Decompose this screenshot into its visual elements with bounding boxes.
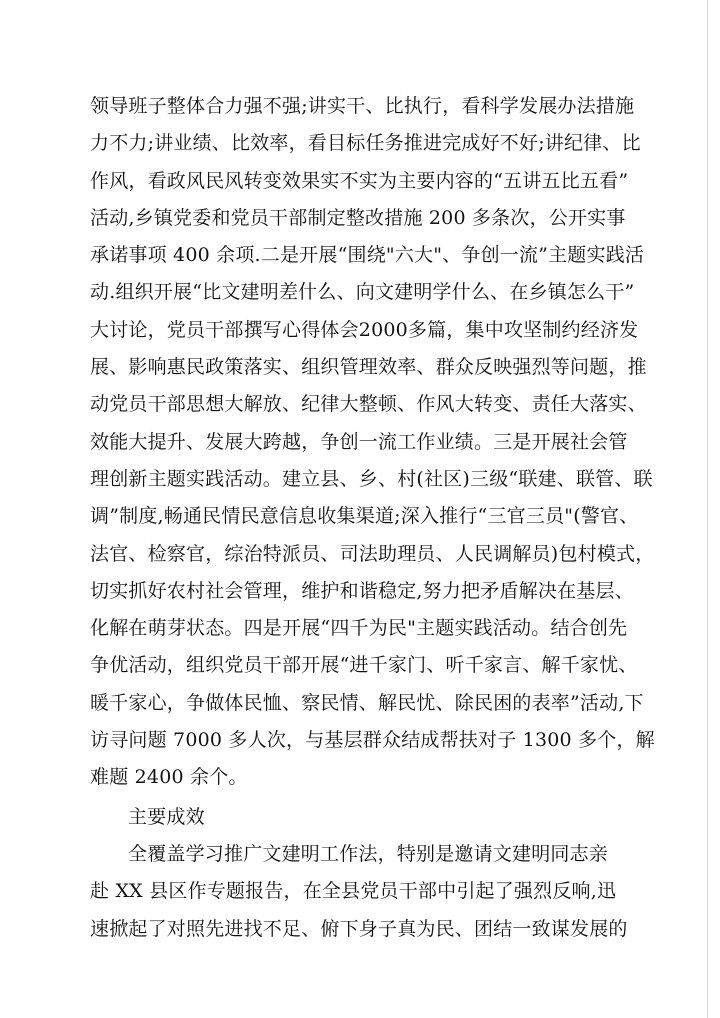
text-line: 争优活动，组织党员干部开展“进千家门、听千家言、解千家忧、: [90, 654, 638, 677]
text-line: 调”制度,畅通民情民意信息收集渠道;深入推行“三官三员"(警官、: [90, 505, 639, 528]
section-heading: 主要成效: [128, 805, 205, 828]
text-line: 切实抓好农村社会管理，维护和谐稳定,努力把矛盾解决在基层、: [90, 579, 634, 602]
text-line: 赴 XX 县区作专题报告，在全县党员干部中引起了强烈反响,迅: [90, 880, 617, 903]
text-line: 承诺事项 400 余项.二是开展“围绕"六大"、争创一流”主题实践活: [90, 244, 645, 267]
text-line: 化解在萌芽状态。四是开展“四千为民"主题实践活动。结合创先: [90, 617, 628, 640]
paragraph-1: [90, 88, 655, 797]
text-line: 领导班子整体合力强不强;讲实干、比执行，看科学发展办法措施: [90, 95, 635, 117]
text-line: 理创新主题实践活动。建立县、乡、村(社区)三级“联建、联管、联: [90, 467, 653, 490]
paragraph-2: [90, 836, 630, 948]
text-line: 访寻问题 7000 多人次，与基层群众结成帮扶对子 1300 多个，解: [90, 729, 655, 752]
text-line: 难题 2400 余个。: [90, 766, 248, 789]
text-line: 大讨论，党员干部撰写心得体会2000多篇，集中攻坚制约经济发: [90, 318, 639, 341]
text-line: 效能大提升、发展大跨越，争创一流工作业绩。三是开展社会管: [90, 430, 628, 453]
text-line: 法官、检察官，综治特派员、司法助理员、人民调解员)包村模式，: [90, 542, 655, 565]
document-body: [90, 88, 655, 948]
text-line: 动.组织开展“比文建明差什么、向文建明学什么、在乡镇怎么干”: [90, 281, 635, 304]
text-line: 展、影响惠民政策落实、组织管理效率、群众反映强烈等问题，推: [90, 356, 647, 379]
text-line: 全覆盖学习推广文建明工作法，特别是邀请文建明同志亲: [128, 842, 609, 865]
text-line: 暖千家心，争做体民恤、察民情、解民忧、除民困的表率”活动,下: [90, 691, 644, 714]
text-line: 动党员干部思想大解放、纪律大整顿、作风大转变、责任大落实、: [90, 393, 647, 416]
text-line: 力不力;讲业绩、比效率，看目标任务推进完成好不好;讲纪律、比: [90, 132, 641, 155]
text-line: 作风，看政风民风转变效果实不实为主要内容的“五讲五比五看”: [90, 169, 629, 192]
text-line: 活动,乡镇党委和党员干部制定整改措施 200 多条次，公开实事: [90, 206, 626, 229]
text-line: 速掀起了对照先进找不足、俯下身子真为民、团结一致谋发展的: [90, 917, 628, 940]
page-edge-line: [707, 0, 708, 1018]
